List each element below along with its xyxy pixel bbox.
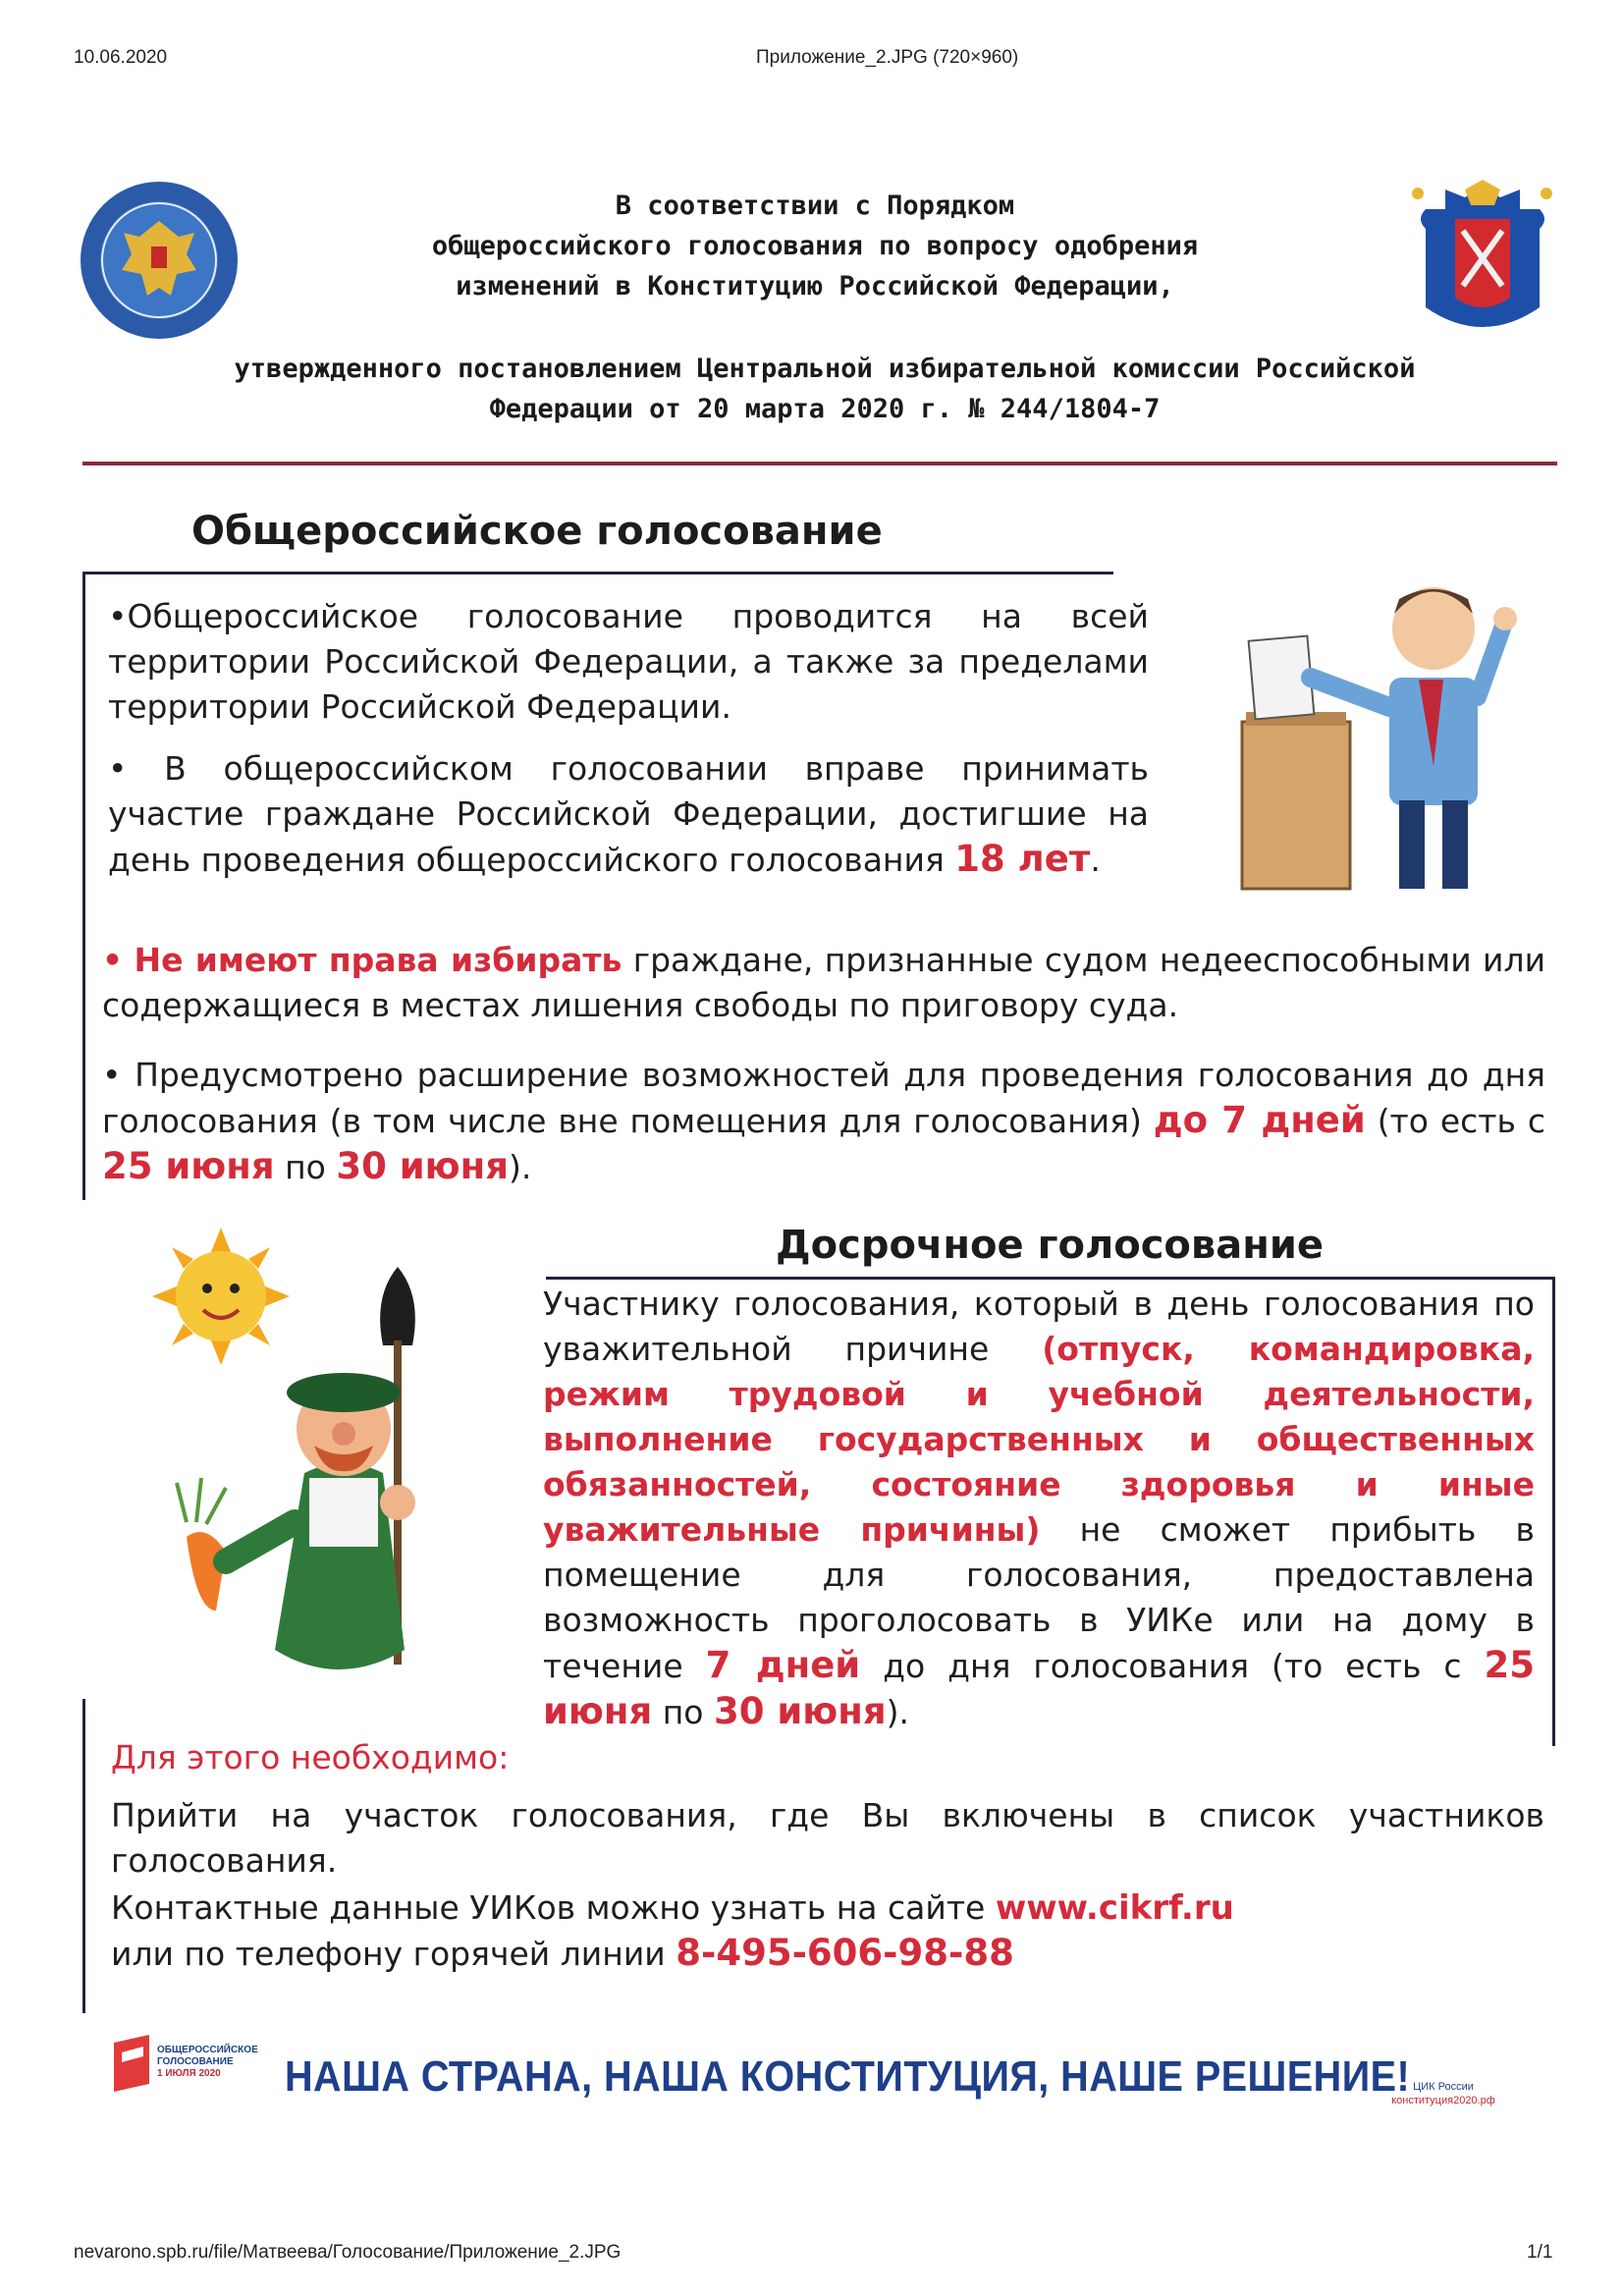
- valid-reasons: (отпуск, командировка, режим трудовой и учебной деятельности, выполнение государственных и общественных обязанностей, состояние здоровья и иные уважительные причины): [543, 1330, 1535, 1549]
- header-line-4: утвержденного постановлением Центральной избирательной комиссии Российской: [234, 354, 1416, 384]
- section1-bullet-4: • Предусмотрено расширение возможностей для проведения голосования до дня голосования (в том числе вне помещения для голосования) до 7 дней (то есть с 25 июня по 30 июня).: [102, 1056, 1545, 1187]
- requirements-instruction: Прийти на участок голосования, где Вы включены в список участников голосования.: [111, 1796, 1544, 1880]
- header-line-1: В соответствии с Порядком: [615, 191, 1015, 221]
- all-russian-vote-logo: [110, 2035, 258, 2123]
- requirements-heading: Для этого необходимо:: [111, 1738, 510, 1777]
- logo-line-3: 1 ИЮЛЯ 2020: [157, 2068, 221, 2079]
- section1-bullet-2: • В общероссийском голосовании вправе принимать участие граждане Российской Федерации, достигшие на день проведения общероссийского голосования 18 лет.: [108, 749, 1149, 880]
- requirements-frame-left: [82, 1699, 85, 2013]
- hotline-phone[interactable]: 8-495-606-98-88: [676, 1932, 1014, 1974]
- cik-russia-mark: ЦИК России конституция2020.рф: [1391, 2081, 1495, 2106]
- requirements-contacts: Контактные данные УИКов можно узнать на сайте www.cikrf.ru или по телефону горячей линии 8-495-606-98-88: [111, 1888, 1234, 1974]
- section2-frame-right: [1552, 1277, 1555, 1746]
- st-petersburg-coat-of-arms-icon: [1406, 180, 1558, 342]
- age-18: 18 лет: [954, 838, 1091, 880]
- print-page-number: 1/1: [1527, 2242, 1553, 2263]
- up-to-7-days: до 7 дней: [1153, 1099, 1366, 1141]
- section1-bullet-1: •Общероссийское голосование проводится на всей территории Российской Федерации, а также за пределами территории Российской Федерации.: [108, 597, 1149, 726]
- seven-days: 7 дней: [705, 1644, 861, 1686]
- bullet-dot: •: [102, 941, 124, 979]
- section2-frame-top: [546, 1277, 1555, 1280]
- section-title-all-russian-vote: Общероссийское голосование: [191, 509, 883, 554]
- logo-line-2: ГОЛОСОВАНИЕ: [157, 2056, 234, 2067]
- print-title: Приложение_2.JPG (720×960): [756, 47, 1019, 68]
- section1-bullet-3: • Не имеют права избирать граждане, признанные судом недееспособными или содержащиеся в местах лишения свободы по приговору суда.: [102, 941, 1546, 1024]
- header-line-2: общероссийского голосования по вопросу одобрения: [431, 231, 1199, 261]
- ballot-box-logo-icon: [110, 2035, 153, 2092]
- bullet-dot: •: [102, 1056, 122, 1094]
- header-divider: [82, 462, 1557, 465]
- cik-emblem-icon: [79, 180, 241, 342]
- bullet-dot: •: [108, 597, 128, 635]
- no-right-to-vote: Не имеют права избирать: [134, 941, 622, 979]
- gardener-with-sun-illustration-icon: [147, 1228, 501, 1709]
- voter-illustration-icon: [1232, 570, 1527, 894]
- website-link[interactable]: www.cikrf.ru: [995, 1888, 1234, 1928]
- print-date: 10.06.2020: [74, 47, 168, 68]
- header-line-5: Федерации от 20 марта 2020 г. № 244/1804-7: [489, 394, 1161, 424]
- date-june-30: 30 июня: [336, 1145, 509, 1187]
- section-title-early-vote: Досрочное голосование: [776, 1223, 1325, 1268]
- print-url: nevarono.spb.ru/file/Матвеева/Голосование/Приложение_2.JPG: [74, 2242, 622, 2263]
- date-june-25: 25 июня: [102, 1145, 275, 1187]
- date-june-30-early: 30 июня: [713, 1690, 887, 1732]
- bullet-dot: •: [108, 749, 128, 788]
- logo-line-1: ОБЩЕРОССИЙСКОЕ: [157, 2045, 258, 2055]
- slogan: НАША СТРАНА, НАША КОНСТИТУЦИЯ, НАШЕ РЕШЕНИЕ!: [285, 2052, 1411, 2101]
- section1-frame-left: [82, 572, 85, 1200]
- date-june-25-early: 25 июня: [543, 1644, 1536, 1732]
- section1-frame-top: [82, 572, 1113, 574]
- header-line-3: изменений в Конституцию Российской Федерации,: [456, 271, 1174, 301]
- early-vote-paragraph: Участнику голосования, который в день голосования по уважительной причине (отпуск, командировка, режим трудовой и учебной деятельности, выполнение государственных и общественных обязанностей, состояние здоровья и иные уважительные причины) не сможет прибыть в помещение для голосования, предоставлена возможность проголосовать в УИКе или на дому в течение 7 дней до дня голосования (то есть с 25 июня по 30 июня).: [543, 1285, 1536, 1732]
